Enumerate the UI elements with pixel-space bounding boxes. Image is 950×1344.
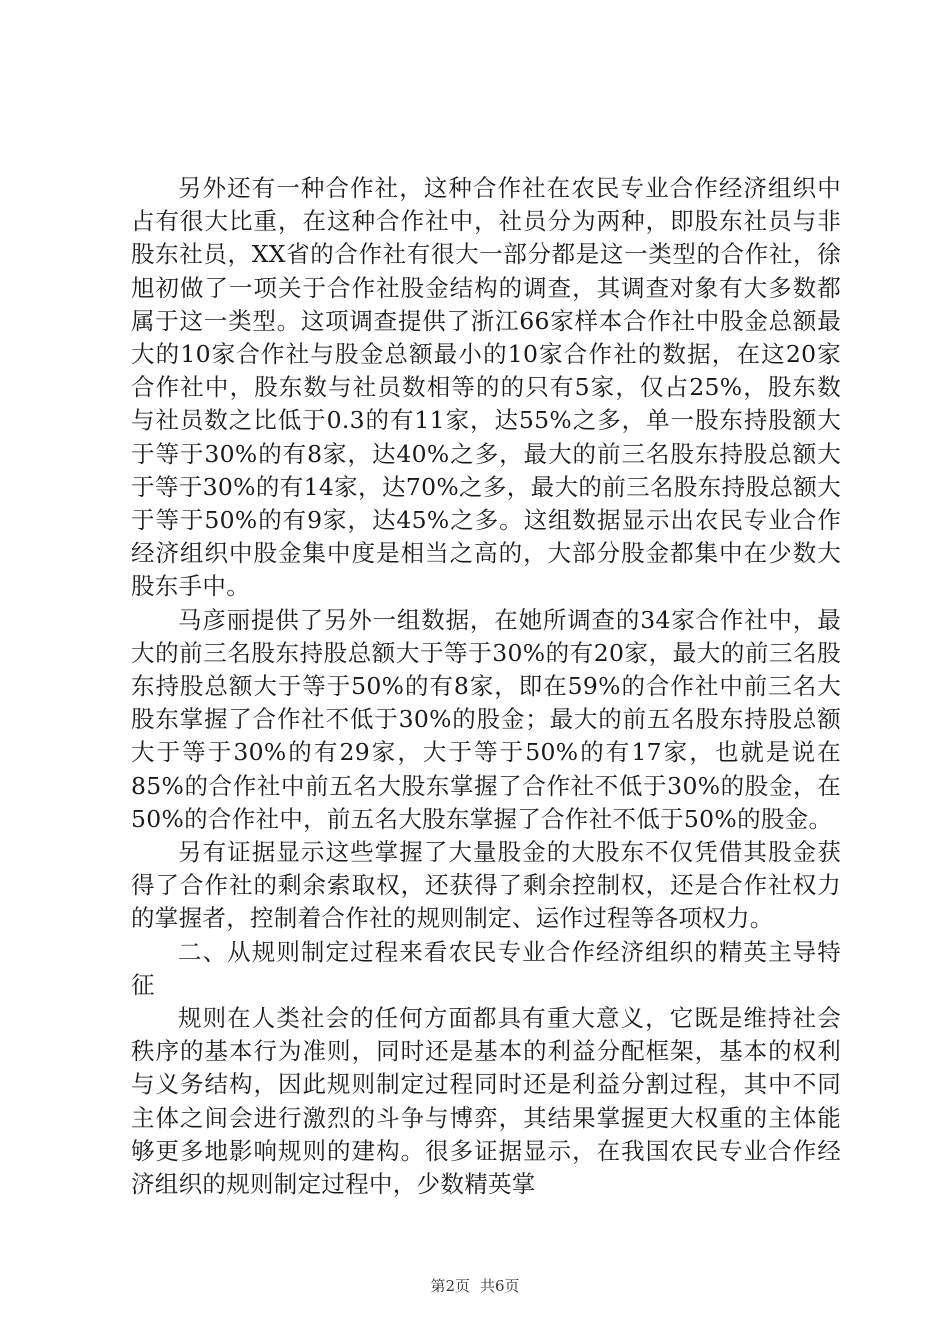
paragraph-shareholder-survey: 另外还有一种合作社，这种合作社在农民专业合作经济组织中占有很大比重，在这种合作社中，社员分为两种，即股东社员与非股东社员，XX省的合作社有很大一部分都是这一类型的合作社，徐旭初做了一项关于合作社股金结构的调查，其调查对象有大多数都属于这一类型。这项调查提供了浙江66家样本合作社中股金总额最大的10家合作社与股金总额最小的10家合作社的数据，在这20家合作社中，股东数与社员数相等的的只有5家，仅占25%，股东数与社员数之比低于0.3的有11家，达55%之多，单一股东持股额大于等于30%的有8家，达40%之多，最大的前三名股东持股总额大于等于30%的有14家，达70%之多，最大的前三名股东持股总额大于等于50%的有9家，达45%之多。这组数据显示出农民专业合作经济组织中股金集中度是相当之高的，大部分股金都集中在少数大股东手中。 [131, 174, 841, 601]
paragraph-control-rights: 另有证据显示这些掌握了大量股金的大股东不仅凭借其股金获得了合作社的剩余索取权，还获得了剩余控制权，还是合作社权力的掌握者，控制着合作社的规则制定、运作过程等各项权力。 [131, 838, 841, 933]
paragraph-rule-making: 规则在人类社会的任何方面都具有重大意义，它既是维持社会秩序的基本行为准则，同时还是基本的利益分配框架，基本的权利与义务结构，因此规则制定过程同时还是利益分割过程，其中不同主体之间会进行激烈的斗争与博弈，其结果掌握更大权重的主体能够更多地影响规则的建构。很多证据显示，在我国农民专业合作经济组织的规则制定过程中，少数精英掌 [131, 1004, 841, 1199]
page-number: 第2页 [430, 1277, 470, 1295]
page-footer [0, 1275, 950, 1296]
body-text [131, 172, 841, 1201]
page-total: 共6页 [480, 1277, 520, 1295]
paragraph-ma-yanli-data: 马彦丽提供了另外一组数据，在她所调查的34家合作社中，最大的前三名股东持股总额大于等于30%的有20家，最大的前三名股东持股总额大于等于50%的有8家，即在59%的合作社中前三名大股东掌握了合作社不低于30%的股金；最大的前五名股东持股总额大于等于30%的有29家，大于等于50%的有17家，也就是说在85%的合作社中前五名大股东掌握了合作社不低于30%的股金，在50%的合作社中，前五名大股东掌握了合作社不低于50%的股金。 [131, 605, 841, 833]
section-heading: 二、从规则制定过程来看农民专业合作经济组织的精英主导特征 [131, 937, 841, 999]
